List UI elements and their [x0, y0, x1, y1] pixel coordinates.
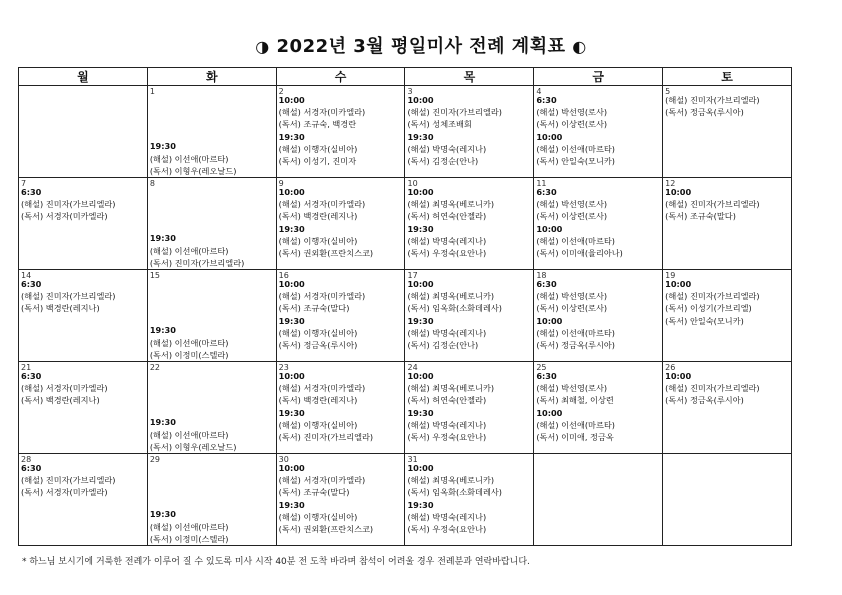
entries-block [21, 278, 147, 315]
assignment-line: (독서) 이상련(로사) [536, 303, 608, 314]
day-number: 11 [536, 179, 547, 188]
mass-time: 10:00 [407, 463, 434, 473]
assignment-line: (독서) 안일숙(모니카) [536, 156, 615, 167]
weekday-sat: 토 [663, 68, 792, 86]
assignment-line: (해설) 박선영(로사) [536, 383, 608, 394]
assignment-line: (해설) 서경자(미카엘라) [278, 383, 366, 394]
entries-block [536, 278, 662, 351]
day-number: 4 [536, 87, 542, 96]
mass-time: 10:00 [278, 279, 305, 289]
day-cell [405, 178, 534, 270]
assignment-line: (독서) 허연숙(안젤라) [407, 395, 487, 406]
assignment-line: (독서) 이성기(가브리엘) [665, 303, 752, 314]
assignment-line: (해설) 진미자(가브리엘라) [21, 291, 116, 302]
assignment-line: (독서) 안일숙(모니카) [665, 315, 744, 326]
assignment-line: (해설) 서경자(미카엘라) [21, 383, 108, 394]
day-number: 23 [278, 363, 289, 372]
entries-block [665, 278, 791, 327]
weekday-mon: 월 [19, 68, 148, 86]
assignment-line: (해설) 박명숙(레지나) [407, 419, 487, 430]
assignment-line: (독서) 최해철, 이상련 [536, 395, 614, 406]
day-cell [19, 454, 148, 546]
mass-time: 10:00 [665, 279, 692, 289]
week-row [19, 178, 792, 270]
entries-block [21, 370, 147, 407]
entries-block [407, 186, 533, 259]
mass-time: 6:30 [21, 187, 42, 197]
day-cell [663, 454, 792, 546]
calendar-body [19, 86, 792, 546]
day-cell [276, 270, 405, 362]
entries-block [21, 186, 147, 223]
day-cell [276, 454, 405, 546]
entries-block [407, 462, 533, 535]
mass-time: 10:00 [536, 131, 563, 142]
assignment-line: (독서) 권외환(프란치스코) [278, 524, 374, 535]
assignment-line: (해설) 최명옥(베로니카) [407, 475, 495, 486]
day-number: 12 [665, 179, 676, 188]
weekday-wed: 수 [276, 68, 405, 86]
assignment-line: (독서) 백경란(레지나) [21, 303, 100, 314]
mass-time: 10:00 [536, 315, 563, 326]
day-number: 3 [407, 87, 413, 96]
assignment-line: (해설) 최명옥(베로니카) [407, 291, 495, 302]
day-number: 8 [149, 179, 155, 188]
evening-entries-block [150, 324, 276, 361]
assignment-line: (해설) 이선애(마르타) [149, 153, 229, 164]
day-cell [534, 178, 663, 270]
mass-time: 19:30 [278, 499, 305, 510]
assignment-line: (해설) 박선영(로사) [536, 291, 608, 302]
assignment-line: (해설) 이선애(마르타) [149, 521, 229, 532]
day-number: 10 [407, 179, 418, 188]
assignment-line: (독서) 정금옥(루시아) [665, 107, 744, 118]
assignment-line: (독서) 임옥화(소화데레사) [407, 487, 502, 498]
mass-time: 10:00 [278, 187, 305, 197]
assignment-line: (독서) 성체조배회 [407, 119, 472, 130]
mass-time: 10:00 [665, 187, 692, 197]
day-cell [19, 178, 148, 270]
entries-block [407, 94, 533, 167]
mass-time: 19:30 [407, 315, 434, 326]
assignment-line: (독서) 우정숙(요안나) [407, 524, 487, 535]
mass-time: 10:00 [278, 463, 305, 473]
mass-time: 10:00 [536, 407, 563, 418]
day-number: 26 [665, 363, 676, 372]
assignment-line: (독서) 진미자(가브리엘라) [278, 432, 374, 443]
day-cell [534, 86, 663, 178]
day-cell [405, 86, 534, 178]
mass-time: 6:30 [536, 95, 557, 105]
assignment-line: (해설) 이선애(마르타) [149, 429, 229, 440]
assignment-line: (해설) 이선애(마르타) [149, 337, 229, 348]
assignment-line: (해설) 최명옥(베로니카) [407, 199, 495, 210]
assignment-line: (해설) 서경자(미카엘라) [278, 291, 366, 302]
day-cell [147, 270, 276, 362]
half-circle-right-icon: ◐ [572, 37, 587, 56]
assignment-line: (해설) 박명숙(레지나) [407, 235, 487, 246]
mass-time: 6:30 [21, 463, 42, 473]
entries-block [665, 370, 791, 407]
day-cell [663, 86, 792, 178]
assignment-line: (해설) 이행자(실비아) [278, 235, 358, 246]
mass-time: 10:00 [407, 95, 434, 105]
assignment-line: (해설) 진미자(가브리엘라) [665, 95, 760, 105]
page-title [0, 32, 842, 58]
assignment-line: (독서) 서경자(미카엘라) [21, 211, 108, 222]
entries-block [279, 186, 405, 259]
assignment-line: (독서) 조규숙(말다) [278, 303, 350, 314]
day-cell [534, 362, 663, 454]
entries-block [21, 462, 147, 499]
day-number: 25 [536, 363, 547, 372]
assignment-line: (해설) 이행자(실비아) [278, 143, 358, 154]
assignment-line: (독서) 백경란(레지나) [278, 211, 358, 222]
mass-time: 10:00 [407, 279, 434, 289]
day-number: 2 [278, 87, 284, 96]
assignment-line: (독서) 우정숙(요안나) [407, 248, 487, 259]
mass-time: 19:30 [278, 407, 305, 418]
day-cell [663, 270, 792, 362]
day-cell [19, 86, 148, 178]
day-cell [147, 86, 276, 178]
entries-block [279, 278, 405, 351]
day-number: 24 [407, 363, 418, 372]
mass-time: 10:00 [407, 187, 434, 197]
day-number: 22 [149, 363, 161, 372]
entries-block [665, 186, 791, 223]
assignment-line: (독서) 김정순(안나) [407, 156, 479, 167]
day-number: 17 [407, 271, 418, 280]
assignment-line: (해설) 진미자(가브리엘라) [407, 107, 502, 118]
entries-block [536, 370, 662, 443]
entries-block [279, 462, 405, 535]
assignment-line: (독서) 진미자(가브리엘라) [149, 257, 245, 268]
mass-time: 10:00 [665, 371, 692, 381]
assignment-line: (독서) 조규숙, 백경란 [278, 119, 357, 130]
day-cell [276, 362, 405, 454]
day-number: 9 [278, 179, 284, 188]
assignment-line: (독서) 이성기, 진미자 [278, 156, 357, 167]
assignment-line: (독서) 서경자(미카엘라) [21, 487, 108, 498]
mass-time: 10:00 [407, 371, 434, 381]
day-cell [405, 270, 534, 362]
day-number: 15 [149, 271, 161, 280]
mass-time: 6:30 [536, 279, 557, 289]
assignment-line: (해설) 진미자(가브리엘라) [665, 199, 760, 210]
assignment-line: (독서) 정금옥(루시아) [536, 340, 615, 351]
mass-time: 19:30 [149, 233, 176, 244]
weekday-thu: 목 [405, 68, 534, 86]
assignment-line: (해설) 이행자(실비아) [278, 419, 358, 430]
assignment-line: (독서) 이미애, 정금옥 [536, 432, 614, 443]
assignment-line: (독서) 이정미(스텔라) [149, 349, 229, 360]
assignment-line: (해설) 박명숙(레지나) [407, 143, 487, 154]
mass-time: 19:30 [149, 417, 176, 428]
assignment-line: (해설) 서경자(미카엘라) [278, 199, 366, 210]
weekday-fri: 금 [534, 68, 663, 86]
mass-time: 19:30 [407, 407, 434, 418]
assignment-line: (독서) 이상련(로사) [536, 119, 608, 130]
assignment-line: (해설) 진미자(가브리엘라) [665, 383, 760, 394]
week-row [19, 86, 792, 178]
assignment-line: (독서) 이상련(로사) [536, 211, 608, 222]
day-number: 21 [21, 363, 32, 372]
assignment-line: (해설) 박선영(로사) [536, 107, 608, 118]
day-number: 7 [21, 179, 27, 188]
day-number: 14 [21, 271, 32, 280]
assignment-line: (독서) 정금옥(루시아) [278, 340, 358, 351]
assignment-line: (독서) 허연숙(안젤라) [407, 211, 487, 222]
assignment-line: (독서) 조규숙(말다) [278, 487, 350, 498]
footnote: * 하느님 보시기에 거룩한 전례가 이루어 질 수 있도록 미사 시작 40분 전 도착 바라며 참석이 어려울 경우 전례분과 연락바랍니다. [22, 557, 530, 567]
half-circle-left-icon: ◑ [255, 37, 270, 56]
mass-time: 19:30 [149, 325, 176, 336]
entries-block [407, 278, 533, 351]
mass-time: 6:30 [21, 279, 42, 289]
mass-time: 6:30 [536, 371, 557, 381]
day-number: 16 [278, 271, 289, 280]
entries-block [536, 94, 662, 167]
assignment-line: (해설) 이선애(마르타) [536, 327, 615, 338]
mass-time: 19:30 [278, 131, 305, 142]
assignment-line: (해설) 이선애(마르타) [536, 419, 615, 430]
week-row [19, 454, 792, 546]
day-cell [405, 362, 534, 454]
mass-time: 19:30 [407, 131, 434, 142]
assignment-line: (해설) 서경자(미카엘라) [278, 475, 366, 486]
assignment-line: (독서) 이형우(레오날드) [149, 441, 237, 452]
day-number: 30 [278, 455, 289, 464]
day-cell [405, 454, 534, 546]
mass-time: 6:30 [536, 187, 557, 197]
assignment-line: (해설) 진미자(가브리엘라) [665, 291, 760, 302]
evening-entries-block [150, 140, 276, 177]
day-number: 5 [665, 87, 671, 96]
mass-time: 10:00 [278, 95, 305, 105]
mass-time: 10:00 [536, 223, 563, 234]
mass-time: 19:30 [407, 499, 434, 510]
assignment-line: (해설) 이선애(마르타) [536, 235, 615, 246]
assignment-line: (독서) 정금옥(루시아) [665, 395, 744, 406]
day-cell [276, 86, 405, 178]
assignment-line: (독서) 이미애(율리아나) [536, 248, 623, 259]
evening-entries-block [150, 508, 276, 545]
day-cell [19, 362, 148, 454]
assignment-line: (독서) 백경란(레지나) [278, 395, 358, 406]
day-number: 31 [407, 455, 418, 464]
weekday-tue: 화 [147, 68, 276, 86]
day-cell [534, 454, 663, 546]
entries-block [665, 94, 791, 118]
assignment-line: (해설) 서경자(미카엘라) [278, 107, 366, 118]
assignment-line: (해설) 박명숙(레지나) [407, 511, 487, 522]
mass-time: 19:30 [278, 315, 305, 326]
assignment-line: (독서) 임옥화(소화데레사) [407, 303, 502, 314]
day-cell [19, 270, 148, 362]
day-cell [276, 178, 405, 270]
mass-time: 10:00 [278, 371, 305, 381]
day-cell [147, 454, 276, 546]
evening-entries-block [150, 416, 276, 453]
week-row [19, 362, 792, 454]
day-cell [534, 270, 663, 362]
assignment-line: (해설) 박선영(로사) [536, 199, 608, 210]
day-number: 19 [665, 271, 676, 280]
assignment-line: (독서) 우정숙(요안나) [407, 432, 487, 443]
evening-entries-block [150, 232, 276, 269]
day-cell [663, 178, 792, 270]
assignment-line: (독서) 이정미(스텔라) [149, 533, 229, 544]
week-row [19, 270, 792, 362]
entries-block [279, 370, 405, 443]
day-cell [147, 178, 276, 270]
assignment-line: (독서) 이형우(레오날드) [149, 165, 237, 176]
day-number: 29 [149, 455, 161, 464]
assignment-line: (해설) 이행자(실비아) [278, 511, 358, 522]
day-number: 18 [536, 271, 547, 280]
day-cell [663, 362, 792, 454]
assignment-line: (독서) 권외환(프란치스코) [278, 248, 374, 259]
assignment-line: (해설) 이선애(마르타) [149, 245, 229, 256]
assignment-line: (해설) 이선애(마르타) [536, 143, 615, 154]
title-text: 2022년 3월 평일미사 전례 계획표 [276, 36, 566, 57]
mass-time: 19:30 [407, 223, 434, 234]
assignment-line: (해설) 최명옥(베로니카) [407, 383, 495, 394]
mass-time: 6:30 [21, 371, 42, 381]
entries-block [279, 94, 405, 167]
assignment-line: (독서) 김정순(안나) [407, 340, 479, 351]
entries-block [407, 370, 533, 443]
day-cell [147, 362, 276, 454]
schedule-table [18, 67, 792, 546]
assignment-line: (해설) 이행자(실비아) [278, 327, 358, 338]
weekday-header-row [19, 68, 792, 86]
mass-time: 19:30 [149, 141, 176, 152]
assignment-line: (해설) 진미자(가브리엘라) [21, 475, 116, 486]
entries-block [536, 186, 662, 259]
assignment-line: (해설) 박명숙(레지나) [407, 327, 487, 338]
assignment-line: (독서) 조규숙(말다) [665, 211, 736, 222]
assignment-line: (해설) 진미자(가브리엘라) [21, 199, 116, 210]
mass-time: 19:30 [149, 509, 176, 520]
mass-time: 19:30 [278, 223, 305, 234]
assignment-line: (독서) 백경란(레지나) [21, 395, 100, 406]
day-number: 1 [149, 87, 155, 96]
day-number: 28 [21, 455, 32, 464]
